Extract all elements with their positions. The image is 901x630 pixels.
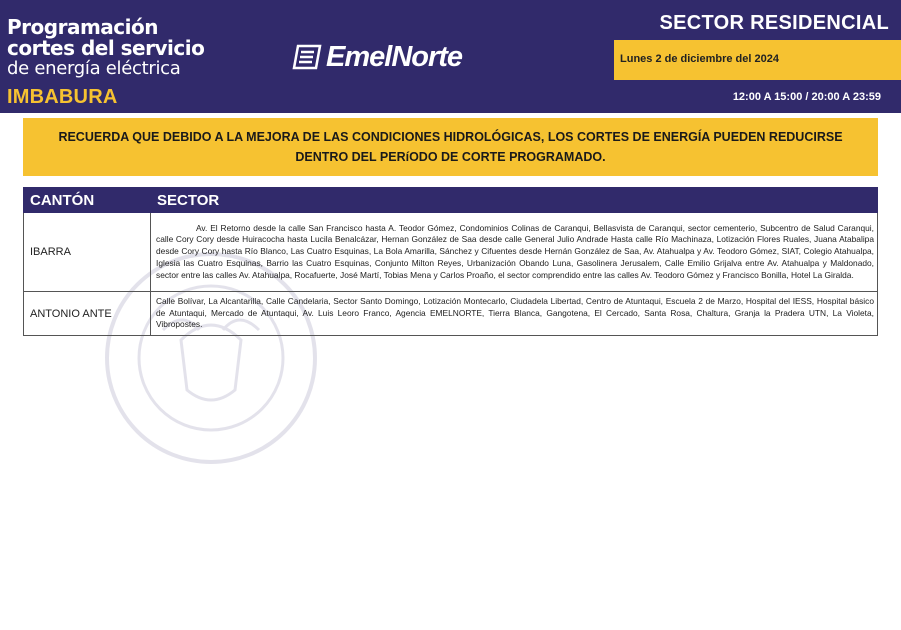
table-row: [24, 292, 878, 336]
notice-text: RECUERDA QUE DEBIDO A LA MEJORA DE LAS CONDICIONES HIDROLÓGICAS, LOS CORTES DE ENERGÍA PUEDEN REDUCIRSE DENTRO DEL PERíODO DE CORTE PROGRAMADO.: [58, 130, 843, 164]
title-line-2: cortes del servicio: [7, 36, 205, 60]
outage-table: [23, 187, 878, 336]
header-sector: SECTOR: [151, 188, 878, 213]
table-header-row: [24, 188, 878, 213]
sector-cell: Calle Bolívar, La Alcantarilla, Calle Candelaria, Sector Santo Domingo, Lotización Montecarlo, Ciudadela Libertad, Centro de Atuntaqui, Escuela 2 de Marzo, Hospital del IESS, Hospital básico de Atuntaqui, Mercado de Atuntaqui, Av. Luis Leoro Franco, Agencia EMELNORTE, Tierra Blanca, Gangotena, El Cercado, Santa Rosa, Chaltura, Granja la Pradera UTN, La Violeta, Vibropostes.: [151, 292, 878, 336]
sector-title: SECTOR RESIDENCIAL: [659, 12, 889, 34]
notice-banner: [23, 118, 878, 176]
table-row: [24, 213, 878, 292]
schedule-times: 12:00 A 15:00 / 20:00 A 23:59: [732, 91, 881, 103]
canton-cell: ANTONIO ANTE: [24, 292, 151, 336]
title-line-1: Programación: [7, 15, 158, 39]
title-line-3: de energía eléctrica: [7, 58, 181, 79]
sector-cell: Av. El Retorno desde la calle San Francisco hasta A. Teodor Gómez, Condominios Colinas de Caranqui, Bellasvista de Caranqui, sector cementerio, Subcentro de Salud Caranqui, calle Cory Cory desde Huiracocha hasta Lucila Benalcázar, Hernan González de Saa desde calle General Julio Andrade Hasta calle Río Machinaza, Lotización Flores Ruales, Juana Atabalipa desde Cory Cory hasta Río Blanco, Las Cuatro Esquinas, La Bola Amarilla, Sánchez y Cifuentes desde Hernán González de Saa, Av. Atahualpa y Av. Teodoro Gómez, SIAT, Colegio Atahualpa, Iglesia las Cuatro Esquinas, Barrio las Cuatro Esquinas, Conjunto Milton Reyes, Urbanización Obando Luna, Gasolinera Jerusalem, Calle Emilio Grijalva entre Av. Atahualpa y Maldonado, sector entre las calles Av. Atahualpa, Rocafuerte, José Martí, Tobias Mena y Carlos Proaño, el sector comprendido entre las calles Av. Teodoro Gómez y Francisco Bonilla, Hotel La Giralda.: [151, 213, 878, 292]
date-box: [614, 40, 901, 80]
header-canton: CANTÓN: [24, 188, 151, 213]
date-text: Lunes 2 de diciembre del 2024: [620, 53, 779, 65]
emelnorte-logo-icon: [292, 44, 322, 70]
province-label: IMBABURA: [7, 86, 118, 108]
title-block: [7, 17, 204, 79]
canton-cell: IBARRA: [24, 213, 151, 292]
page-header: [0, 0, 901, 113]
logo-text: EmelNorte: [326, 40, 463, 73]
emelnorte-logo: [292, 40, 462, 74]
